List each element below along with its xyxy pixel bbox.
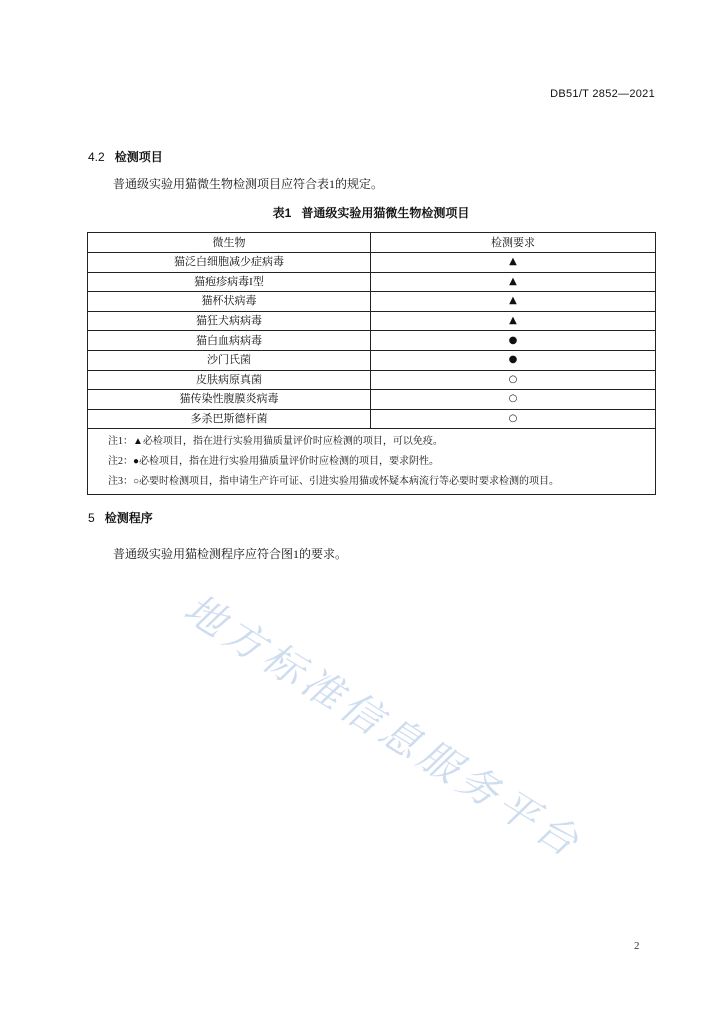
- microbe-name: 猫疱疹病毒I型: [88, 272, 371, 292]
- column-header-requirement: 检测要求: [371, 233, 656, 253]
- microbe-name: 多杀巴斯德杆菌: [88, 409, 371, 429]
- table-row: [88, 253, 656, 273]
- table-row: [88, 390, 656, 410]
- requirement-symbol: ●: [371, 331, 656, 351]
- section-title: 检测项目: [114, 150, 163, 164]
- microbe-name: 猫杯状病毒: [88, 292, 371, 312]
- table-note: 注2：●必检项目，指在进行实验用猫质量评价时应检测的项目，要求阴性。: [108, 456, 440, 468]
- table-caption-label: 表1: [272, 206, 292, 220]
- requirement-symbol: ▲: [371, 253, 656, 273]
- requirement-symbol: ▲: [371, 272, 656, 292]
- section-number: 5: [88, 511, 95, 525]
- table-row: [88, 370, 656, 390]
- section-paragraph: 普通级实验用猫微生物检测项目应符合表1的规定。: [113, 177, 384, 191]
- section-heading-5: [88, 511, 153, 525]
- table-row: [88, 292, 656, 312]
- table-row: [88, 331, 656, 351]
- microbe-name: 沙门氏菌: [88, 350, 371, 370]
- microbe-name: 猫白血病病毒: [88, 331, 371, 351]
- requirement-symbol: ▲: [371, 311, 656, 331]
- table-header-row: [88, 233, 656, 253]
- table-caption-title: 普通级实验用猫微生物检测项目: [301, 206, 470, 220]
- table-caption: [87, 206, 655, 220]
- requirement-symbol: ○: [371, 390, 656, 410]
- requirement-symbol: ○: [371, 370, 656, 390]
- table-row: [88, 409, 656, 429]
- microbe-test-table: [87, 232, 656, 495]
- microbe-name: 皮肤病原真菌: [88, 370, 371, 390]
- table-note: 注3：○必要时检测项目，指申请生产许可证、引进实验用猫或怀疑本病流行等必要时要求检测的项目。: [108, 475, 560, 487]
- microbe-name: 猫泛白细胞减少症病毒: [88, 253, 371, 273]
- microbe-name: 猫狂犬病病毒: [88, 311, 371, 331]
- requirement-symbol: ○: [371, 409, 656, 429]
- requirement-symbol: ●: [371, 350, 656, 370]
- column-header-microbe: 微生物: [88, 233, 371, 253]
- section-title: 检测程序: [104, 511, 153, 525]
- table-notes-row: [88, 429, 656, 495]
- section-number: 4.2: [88, 150, 105, 164]
- table-row: [88, 311, 656, 331]
- requirement-symbol: ▲: [371, 292, 656, 312]
- section-heading-4-2: [88, 150, 163, 164]
- table-row: [88, 272, 656, 292]
- page-number: 2: [634, 940, 640, 952]
- table-note: 注1：▲必检项目，指在进行实验用猫质量评价时应检测的项目，可以免疫。: [108, 436, 443, 448]
- watermark: 地方标准信息服务平台: [175, 585, 591, 869]
- section-paragraph: 普通级实验用猫检测程序应符合图1的要求。: [113, 547, 348, 561]
- table-row: [88, 350, 656, 370]
- microbe-name: 猫传染性腹膜炎病毒: [88, 390, 371, 410]
- table-notes: [88, 429, 656, 495]
- document-code: DB51/T 2852—2021: [550, 88, 655, 100]
